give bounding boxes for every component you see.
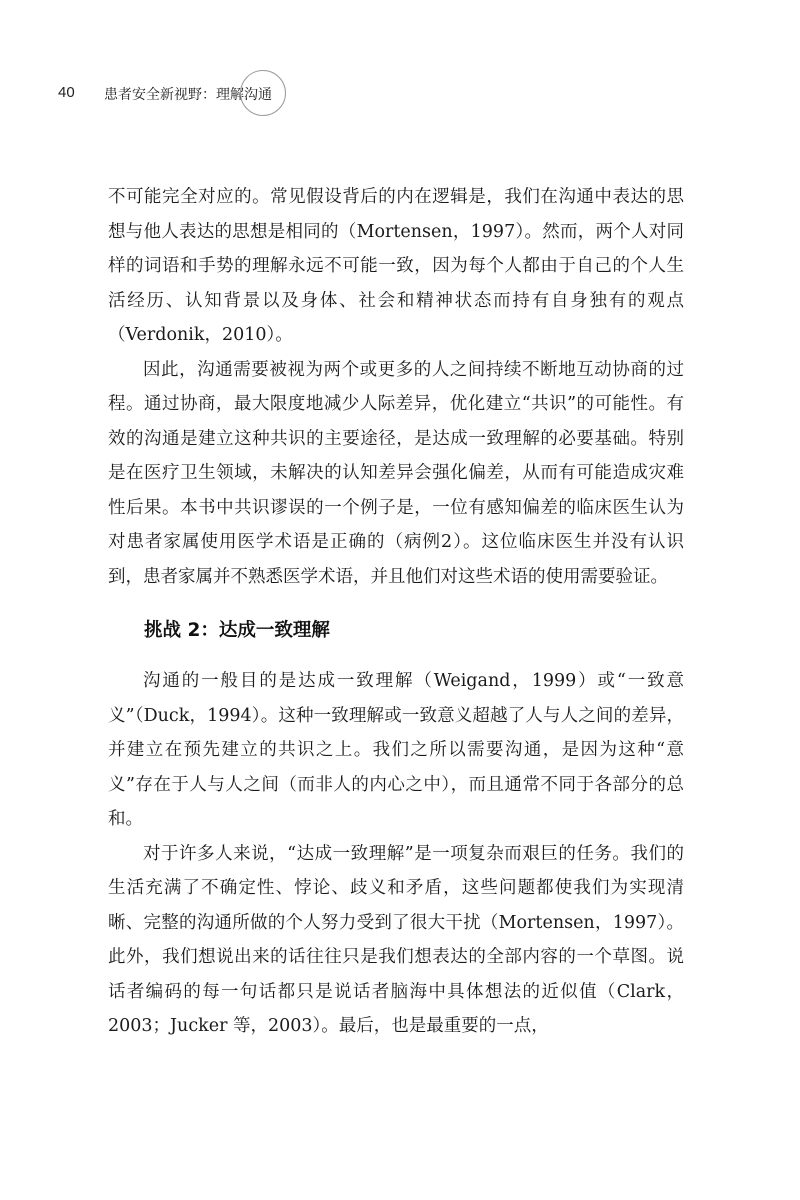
paragraph: 因此，沟通需要被视为两个或更多的人之间持续不断地互动协商的过程。通过协商，最大限度地减少人际差异，优化建立“共识”的可能性。有效的沟通是建立这种共识的主要途径，是达成一致理解的必要基础。特别是在医疗卫生领域，未解决的认知差异会强化偏差，从而有可能造成灾难性后果。本书中共识谬误的一个例子是，一位有感知偏差的临床医生认为对患者家属使用医学术语是正确的（病例2）。这位临床医生并没有认识到，患者家属并不熟悉医学术语，并且他们对这些术语的使用需要验证。 (108, 359, 684, 587)
paragraph: 对于许多人来说，“达成一致理解”是一项复杂而艰巨的任务。我们的生活充满了不确定性、悖论、歧义和矛盾，这些问题都使我们为实现清晰、完整的沟通所做的个人努力受到了很大干扰（Mortensen，1997）。此外，我们想说出来的话往往只是我们想表达的全部内容的一个草图。说话者编码的每一句话都只是说话者脑海中具体想法的近似值（Clark，2003；Jucker 等，2003）。最后，也是最重要的一点， (108, 843, 684, 1036)
paragraph-continued: 不可能完全对应的。常见假设背后的内在逻辑是，我们在沟通中表达的思想与他人表达的思想是相同的（Mortensen，1997）。然而，两个人对同样的词语和手势的理解永远不可能一致，因为每个人都由于自己的个人生活经历、认知背景以及身体、社会和精神状态而持有自身独有的观点（Verdonik，2010）。 (108, 187, 684, 345)
running-header (0, 0, 800, 130)
header-circle-ornament (240, 70, 286, 116)
section-heading: 挑战 2：达成一致理解 (144, 620, 330, 641)
paragraph: 沟通的一般目的是达成一致理解（Weigand，1999）或“一致意义”（Duck，1994）。这种一致理解或一致意义超越了人与人之间的差异，并建立在预先建立的共识之上。我们之所以需要沟通，是因为这种“意义”存在于人与人之间（而非人的内心之中），而且通常不同于各部分的总和。 (108, 671, 684, 829)
body-text (108, 180, 684, 1044)
book-title: 患者安全新视野：理解沟通 (104, 87, 272, 103)
page-number: 40 (58, 84, 75, 101)
